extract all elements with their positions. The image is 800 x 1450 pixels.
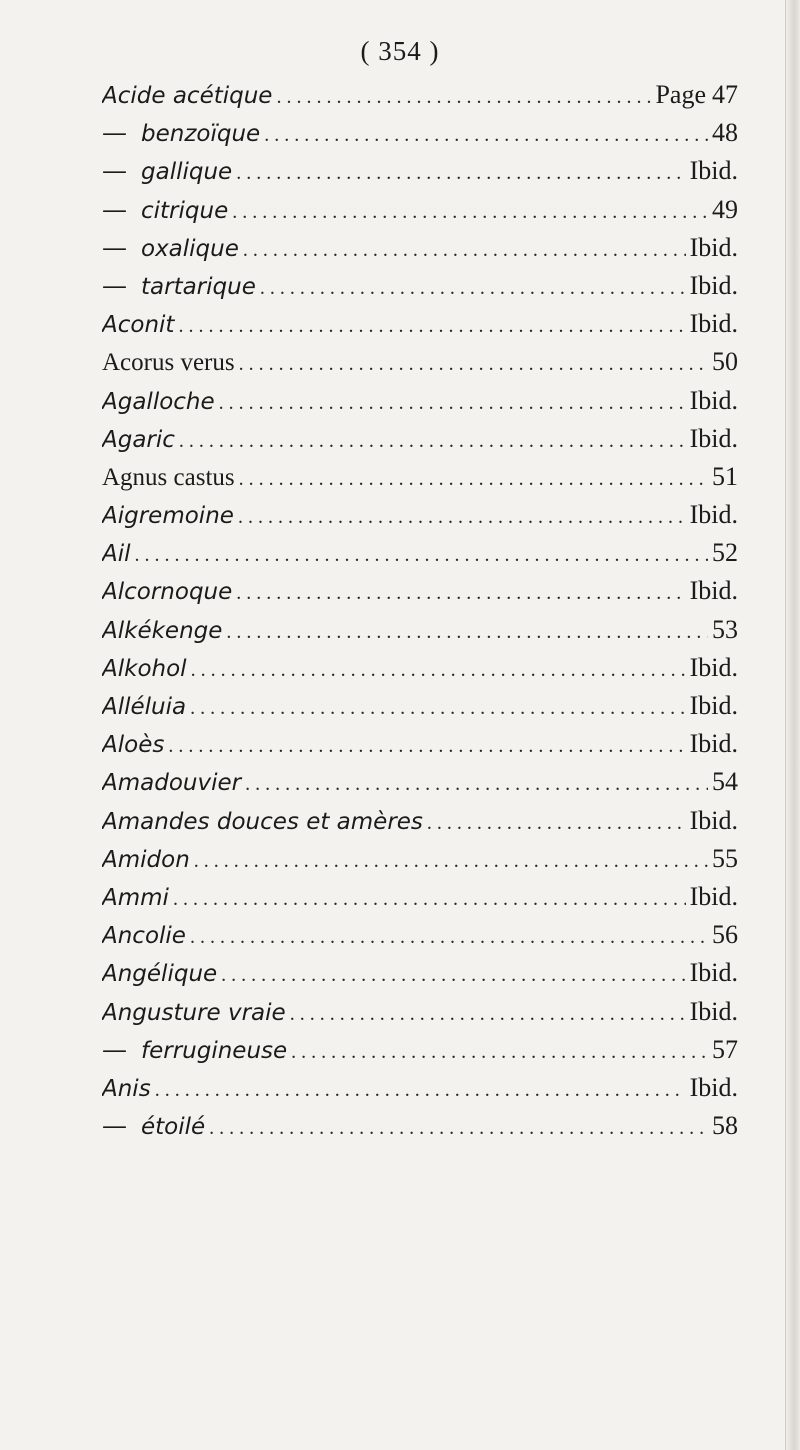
entry-page (712, 191, 738, 229)
dot-leader (190, 689, 685, 725)
index-entry (102, 954, 738, 992)
dot-leader (190, 918, 708, 954)
dot-leader (191, 651, 686, 687)
entry-page (690, 802, 738, 840)
entry-page-number: Ibid. (689, 423, 738, 453)
index-entry (102, 878, 738, 916)
entry-term: Aloès (102, 732, 165, 759)
entry-term: Agnus castus (102, 463, 235, 491)
dot-leader (245, 765, 708, 801)
entry-page (690, 382, 738, 420)
dot-leader (239, 460, 708, 496)
dot-leader (232, 193, 708, 229)
index-entry (102, 114, 738, 152)
entry-page (712, 916, 738, 954)
entry-page-number: 51 (712, 461, 738, 491)
entry-page-number: 48 (712, 118, 738, 148)
entry-term: citrique (141, 197, 229, 224)
entry-term: Acorus verus (102, 349, 235, 377)
entry-page-number: 58 (712, 1111, 738, 1141)
dot-leader (194, 842, 708, 878)
dot-leader (290, 995, 686, 1031)
entry-term: Amadouvier (102, 770, 242, 797)
entry-page-number: Ibid. (689, 1072, 738, 1102)
index-entry (102, 76, 738, 114)
entry-page (690, 878, 738, 916)
entry-page-number: Ibid. (689, 309, 738, 339)
entry-page-number: 50 (712, 347, 738, 377)
index-entry (102, 1031, 738, 1069)
page-prefix: Page (655, 80, 706, 109)
index-entry (102, 458, 738, 496)
entry-page-number: 47 (712, 80, 738, 109)
dot-leader (219, 384, 686, 420)
entry-term: gallique (141, 159, 233, 186)
entry-page-number: Ibid. (689, 996, 738, 1026)
index-entry (102, 496, 738, 534)
entry-page (690, 152, 738, 190)
entry-page-number: 54 (712, 767, 738, 797)
entry-term: Alkékenge (102, 617, 223, 644)
entry-page (690, 649, 738, 687)
entry-page (690, 1069, 738, 1107)
dot-leader (173, 880, 686, 916)
index-entry (102, 802, 738, 840)
dot-leader (427, 804, 686, 840)
index-entry (102, 229, 738, 267)
dot-leader (236, 574, 685, 610)
page-edge (785, 0, 800, 1450)
entry-term: Agaric (102, 426, 175, 453)
entry-dash: — (102, 156, 127, 186)
entry-page-number: 49 (712, 194, 738, 224)
entry-page-number: Ibid. (689, 385, 738, 415)
entry-page (712, 114, 738, 152)
entry-term: Anis (102, 1075, 151, 1102)
entry-page-number: Ibid. (689, 270, 738, 300)
entry-page-number: Ibid. (689, 881, 738, 911)
index-entry (102, 534, 738, 572)
entry-page-number: 53 (712, 614, 738, 644)
dot-leader (238, 498, 686, 534)
dot-leader (179, 422, 686, 458)
dot-leader (168, 727, 685, 763)
index-entry (102, 993, 738, 1031)
entry-page (690, 267, 738, 305)
entry-page-number: Ibid. (689, 958, 738, 988)
entry-page-number: 52 (712, 538, 738, 568)
entry-page (655, 76, 738, 114)
entry-page (690, 496, 738, 534)
index-entry (102, 420, 738, 458)
entry-page (690, 305, 738, 343)
entry-page-number: Ibid. (689, 729, 738, 759)
dot-leader (236, 154, 685, 190)
index-entry (102, 840, 738, 878)
dot-leader (178, 307, 685, 343)
entry-page (690, 229, 738, 267)
entry-page (712, 1031, 738, 1069)
index-entry (102, 916, 738, 954)
entry-page (712, 343, 738, 381)
index-entry (102, 343, 738, 381)
entry-page-number: 57 (712, 1034, 738, 1064)
entry-term: Ammi (102, 884, 169, 911)
entry-page-number: 56 (712, 920, 738, 950)
index-entry (102, 763, 738, 801)
dot-leader (243, 231, 686, 267)
entry-term: Agalloche (102, 388, 215, 415)
index-entry (102, 191, 738, 229)
index-entry (102, 1107, 738, 1145)
entry-page-number: 55 (712, 843, 738, 873)
index-list (102, 76, 738, 1145)
entry-page-number: Ibid. (689, 691, 738, 720)
entry-page (690, 687, 738, 725)
entry-term: étoilé (141, 1114, 206, 1141)
entry-page-number: Ibid. (689, 232, 738, 262)
dot-leader (221, 956, 685, 992)
dot-leader (264, 116, 708, 152)
entry-term: Alcornoque (102, 579, 233, 606)
index-entry (102, 382, 738, 420)
index-entry (102, 572, 738, 610)
index-entry (102, 687, 738, 725)
index-entry (102, 725, 738, 763)
entry-page (712, 1107, 738, 1145)
entry-term: Angélique (102, 961, 218, 988)
entry-page (690, 420, 738, 458)
dot-leader (209, 1109, 708, 1145)
entry-term: ferrugineuse (141, 1037, 288, 1064)
entry-term: Alléluia (102, 694, 187, 720)
entry-page-number: Ibid. (689, 652, 738, 682)
entry-page (690, 954, 738, 992)
entry-term: benzoïque (141, 121, 261, 148)
page-number: ( 354 ) (360, 36, 440, 66)
entry-term: Amidon (102, 846, 190, 873)
dot-leader (226, 613, 708, 649)
entry-term: Ail (102, 541, 131, 568)
entry-dash: — (102, 1034, 127, 1064)
entry-dash: — (102, 270, 127, 300)
entry-term: Alkohol (102, 655, 187, 682)
entry-page-number: Ibid. (689, 156, 738, 186)
entry-term: Aconit (102, 312, 175, 339)
index-entry (102, 611, 738, 649)
entry-page (690, 572, 738, 610)
entry-page (712, 458, 738, 496)
index-entry (102, 305, 738, 343)
index-entry (102, 152, 738, 190)
dot-leader (276, 78, 651, 114)
dot-leader (291, 1033, 708, 1069)
dot-leader (155, 1071, 686, 1107)
entry-term: oxalique (141, 235, 239, 262)
entry-page (712, 763, 738, 801)
index-entry (102, 267, 738, 305)
entry-page (712, 840, 738, 878)
index-entry (102, 1069, 738, 1107)
entry-term: Aigremoine (102, 503, 234, 530)
entry-dash: — (102, 118, 127, 148)
index-entry (102, 649, 738, 687)
entry-page (690, 725, 738, 763)
entry-page-number: Ibid. (689, 576, 738, 606)
entry-term: Amandes douces et amères (102, 808, 423, 835)
entry-term: tartarique (141, 273, 256, 300)
entry-term: Acide acétique (102, 83, 273, 109)
entry-dash: — (102, 1111, 127, 1141)
dot-leader (239, 345, 708, 381)
dot-leader (135, 536, 708, 572)
entry-page (690, 993, 738, 1031)
entry-page-number: Ibid. (689, 805, 738, 835)
entry-dash: — (102, 194, 127, 224)
entry-page (712, 611, 738, 649)
entry-term: Ancolie (102, 923, 186, 950)
entry-term: Angusture vraie (102, 999, 286, 1026)
entry-dash: — (102, 232, 127, 262)
entry-page-number: Ibid. (689, 500, 738, 530)
entry-page (712, 534, 738, 572)
dot-leader (260, 269, 686, 305)
